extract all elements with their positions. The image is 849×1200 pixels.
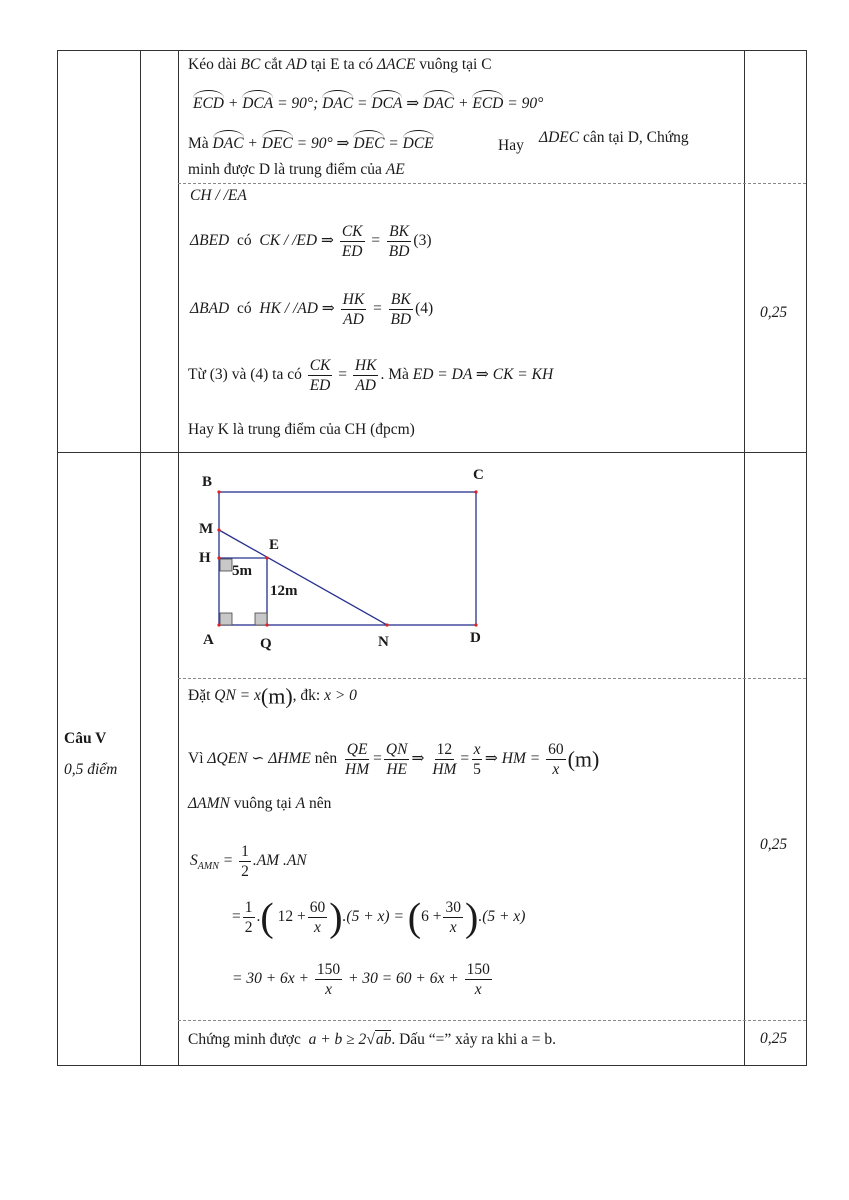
dimension-5m: 5m bbox=[232, 563, 252, 579]
question-title: Câu V bbox=[64, 730, 107, 747]
label-E: E bbox=[269, 537, 280, 553]
label-Q: Q bbox=[260, 636, 272, 652]
right-angle-H bbox=[220, 559, 232, 571]
row4-line3: ΔAMN vuông tại A nên bbox=[188, 795, 332, 812]
row2-line5: Hay K là trung điểm của CH (đpcm) bbox=[188, 421, 415, 438]
point-M bbox=[217, 528, 220, 531]
label-N: N bbox=[378, 634, 389, 650]
point-B bbox=[217, 490, 220, 493]
row1-line1: Kéo dài BC cắt AD tại E ta có ΔACE vuông tại C bbox=[188, 56, 492, 73]
row5-score: 0,25 bbox=[760, 1030, 788, 1047]
row4-line6: = 30 + 6x + $\frac{150}{x}$ + 30 = 60 + 6x + $\frac{150}{x}$ bbox=[232, 961, 490, 998]
point-C bbox=[474, 490, 477, 493]
row2-line2: ΔBED có CK / /ED ⇒ $\frac{CK}{ED}$ = $\frac{BK}{BD}$ (3) bbox=[190, 223, 432, 260]
row4-line4: $S_{AMN}$ = $\frac{1}{2}$ .AM .AN bbox=[190, 843, 307, 880]
row2-line4: Từ (3) và (4) ta có $\frac{CK}{ED}$ = $\frac{HK}{AD}$ . Mà ED = DA ⇒ CK = KH bbox=[188, 357, 554, 394]
question-points: 0,5 điểm bbox=[64, 761, 118, 778]
dimension-12m: 12m bbox=[270, 583, 298, 599]
row2-score: 0,25 bbox=[760, 304, 788, 321]
row1-line3-rest: ΔDEC cân tại D, Chứng bbox=[539, 129, 689, 146]
point-A bbox=[217, 623, 220, 626]
right-angle-Q bbox=[255, 613, 267, 625]
point-D bbox=[474, 623, 477, 626]
point-H bbox=[217, 556, 220, 559]
row1-line4: minh được D là trung điểm của AE bbox=[188, 161, 405, 178]
label-A: A bbox=[203, 632, 214, 648]
row4-score: 0,25 bbox=[760, 836, 788, 853]
row2-line1: CH / /EA bbox=[190, 187, 247, 204]
label-C: C bbox=[473, 467, 484, 483]
point-N bbox=[385, 623, 388, 626]
row1-line2: ECD + DCA = 90°; DAC = DCA ⇒ DAC + ECD = 90° bbox=[193, 90, 543, 114]
row4-line2: Vì ΔQEN ∽ ΔHME nên $\frac{QE}{HM}$ = $\frac{QN}{HE}$ ⇒ $\frac{12}{HM}$ = $\frac{x}{5}$ ⇒ HM = $\frac{60}{x}$ (m) bbox=[188, 741, 600, 778]
row5-text: Chứng minh được a + b ≥ 2√ab. Dấu “=” xảy ra khi a = b. bbox=[188, 1031, 557, 1048]
point-E bbox=[265, 556, 268, 559]
row2-line3: ΔBAD có HK / /AD ⇒ $\frac{HK}{AD}$ = $\frac{BK}{BD}$ (4) bbox=[190, 291, 434, 328]
row4-line1: Đặt QN = x(m), đk: x > 0 bbox=[188, 683, 357, 709]
label-B: B bbox=[202, 474, 213, 490]
right-angle-A bbox=[220, 613, 232, 625]
row1-hay: Hay bbox=[498, 137, 524, 154]
label-D: D bbox=[470, 630, 481, 646]
label-H: H bbox=[199, 550, 211, 566]
point-Q bbox=[265, 623, 268, 626]
row4-line5: = $\frac{1}{2}$ .( 12 + $\frac{60}{x}$ ).(5 + x) = (6 + $\frac{30}{x}$ ).(5 + x) bbox=[232, 894, 526, 940]
label-M: M bbox=[199, 521, 214, 537]
row1-line3: Mà DAC + DEC = 90° ⇒ DEC = DCE bbox=[188, 130, 434, 154]
